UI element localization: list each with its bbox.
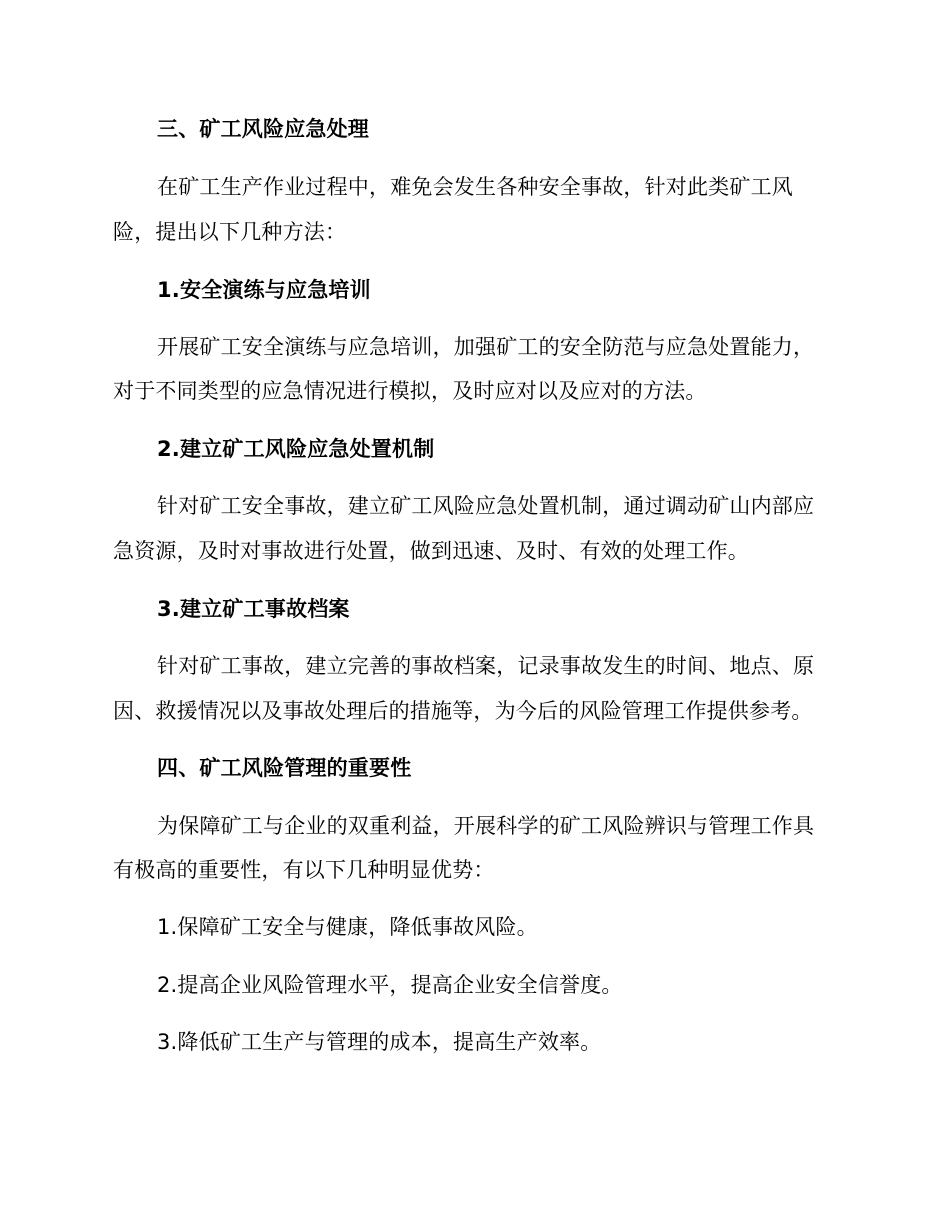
item-title-1: 1.安全演练与应急培训 — [157, 278, 371, 302]
advantage-point-1: 1.保障矿工安全与健康，降低事故风险。 — [157, 915, 538, 939]
advantage-point-3: 3.降低矿工生产与管理的成本，提高生产效率。 — [157, 1030, 602, 1054]
section-3-intro-line-1: 在矿工生产作业过程中，难免会发生各种安全事故，针对此类矿工风 — [157, 175, 793, 199]
item-2-body-line-1: 针对矿工安全事故，建立矿工风险应急处置机制，通过调动矿山内部应 — [157, 494, 815, 518]
item-3-body-line-2: 因、救援情况以及事故处理后的措施等，为今后的风险管理工作提供参考。 — [113, 699, 813, 723]
item-1-body-line-2: 对于不同类型的应急情况进行模拟，及时应对以及应对的方法。 — [113, 379, 707, 403]
section-3-intro-line-2: 险，提出以下几种方法： — [113, 220, 347, 244]
advantage-point-2: 2.提高企业风险管理水平，提高企业安全信誉度。 — [157, 973, 623, 997]
section-heading-4: 四、矿工风险管理的重要性 — [157, 756, 412, 780]
item-1-body-line-1: 开展矿工安全演练与应急培训，加强矿工的安全防范与应急处置能力， — [157, 335, 815, 359]
item-title-3: 3.建立矿工事故档案 — [157, 597, 350, 621]
item-2-body-line-2: 急资源，及时对事故进行处置，做到迅速、及时、有效的处理工作。 — [113, 539, 749, 563]
item-title-2: 2.建立矿工风险应急处置机制 — [157, 437, 435, 461]
section-4-intro-line-2: 有极高的重要性，有以下几种明显优势： — [113, 858, 495, 882]
section-4-intro-line-1: 为保障矿工与企业的双重利益，开展科学的矿工风险辨识与管理工作具 — [157, 814, 815, 838]
item-3-body-line-1: 针对矿工事故，建立完善的事故档案，记录事故发生的时间、地点、原 — [157, 654, 815, 678]
section-heading-3: 三、矿工风险应急处理 — [157, 117, 369, 141]
